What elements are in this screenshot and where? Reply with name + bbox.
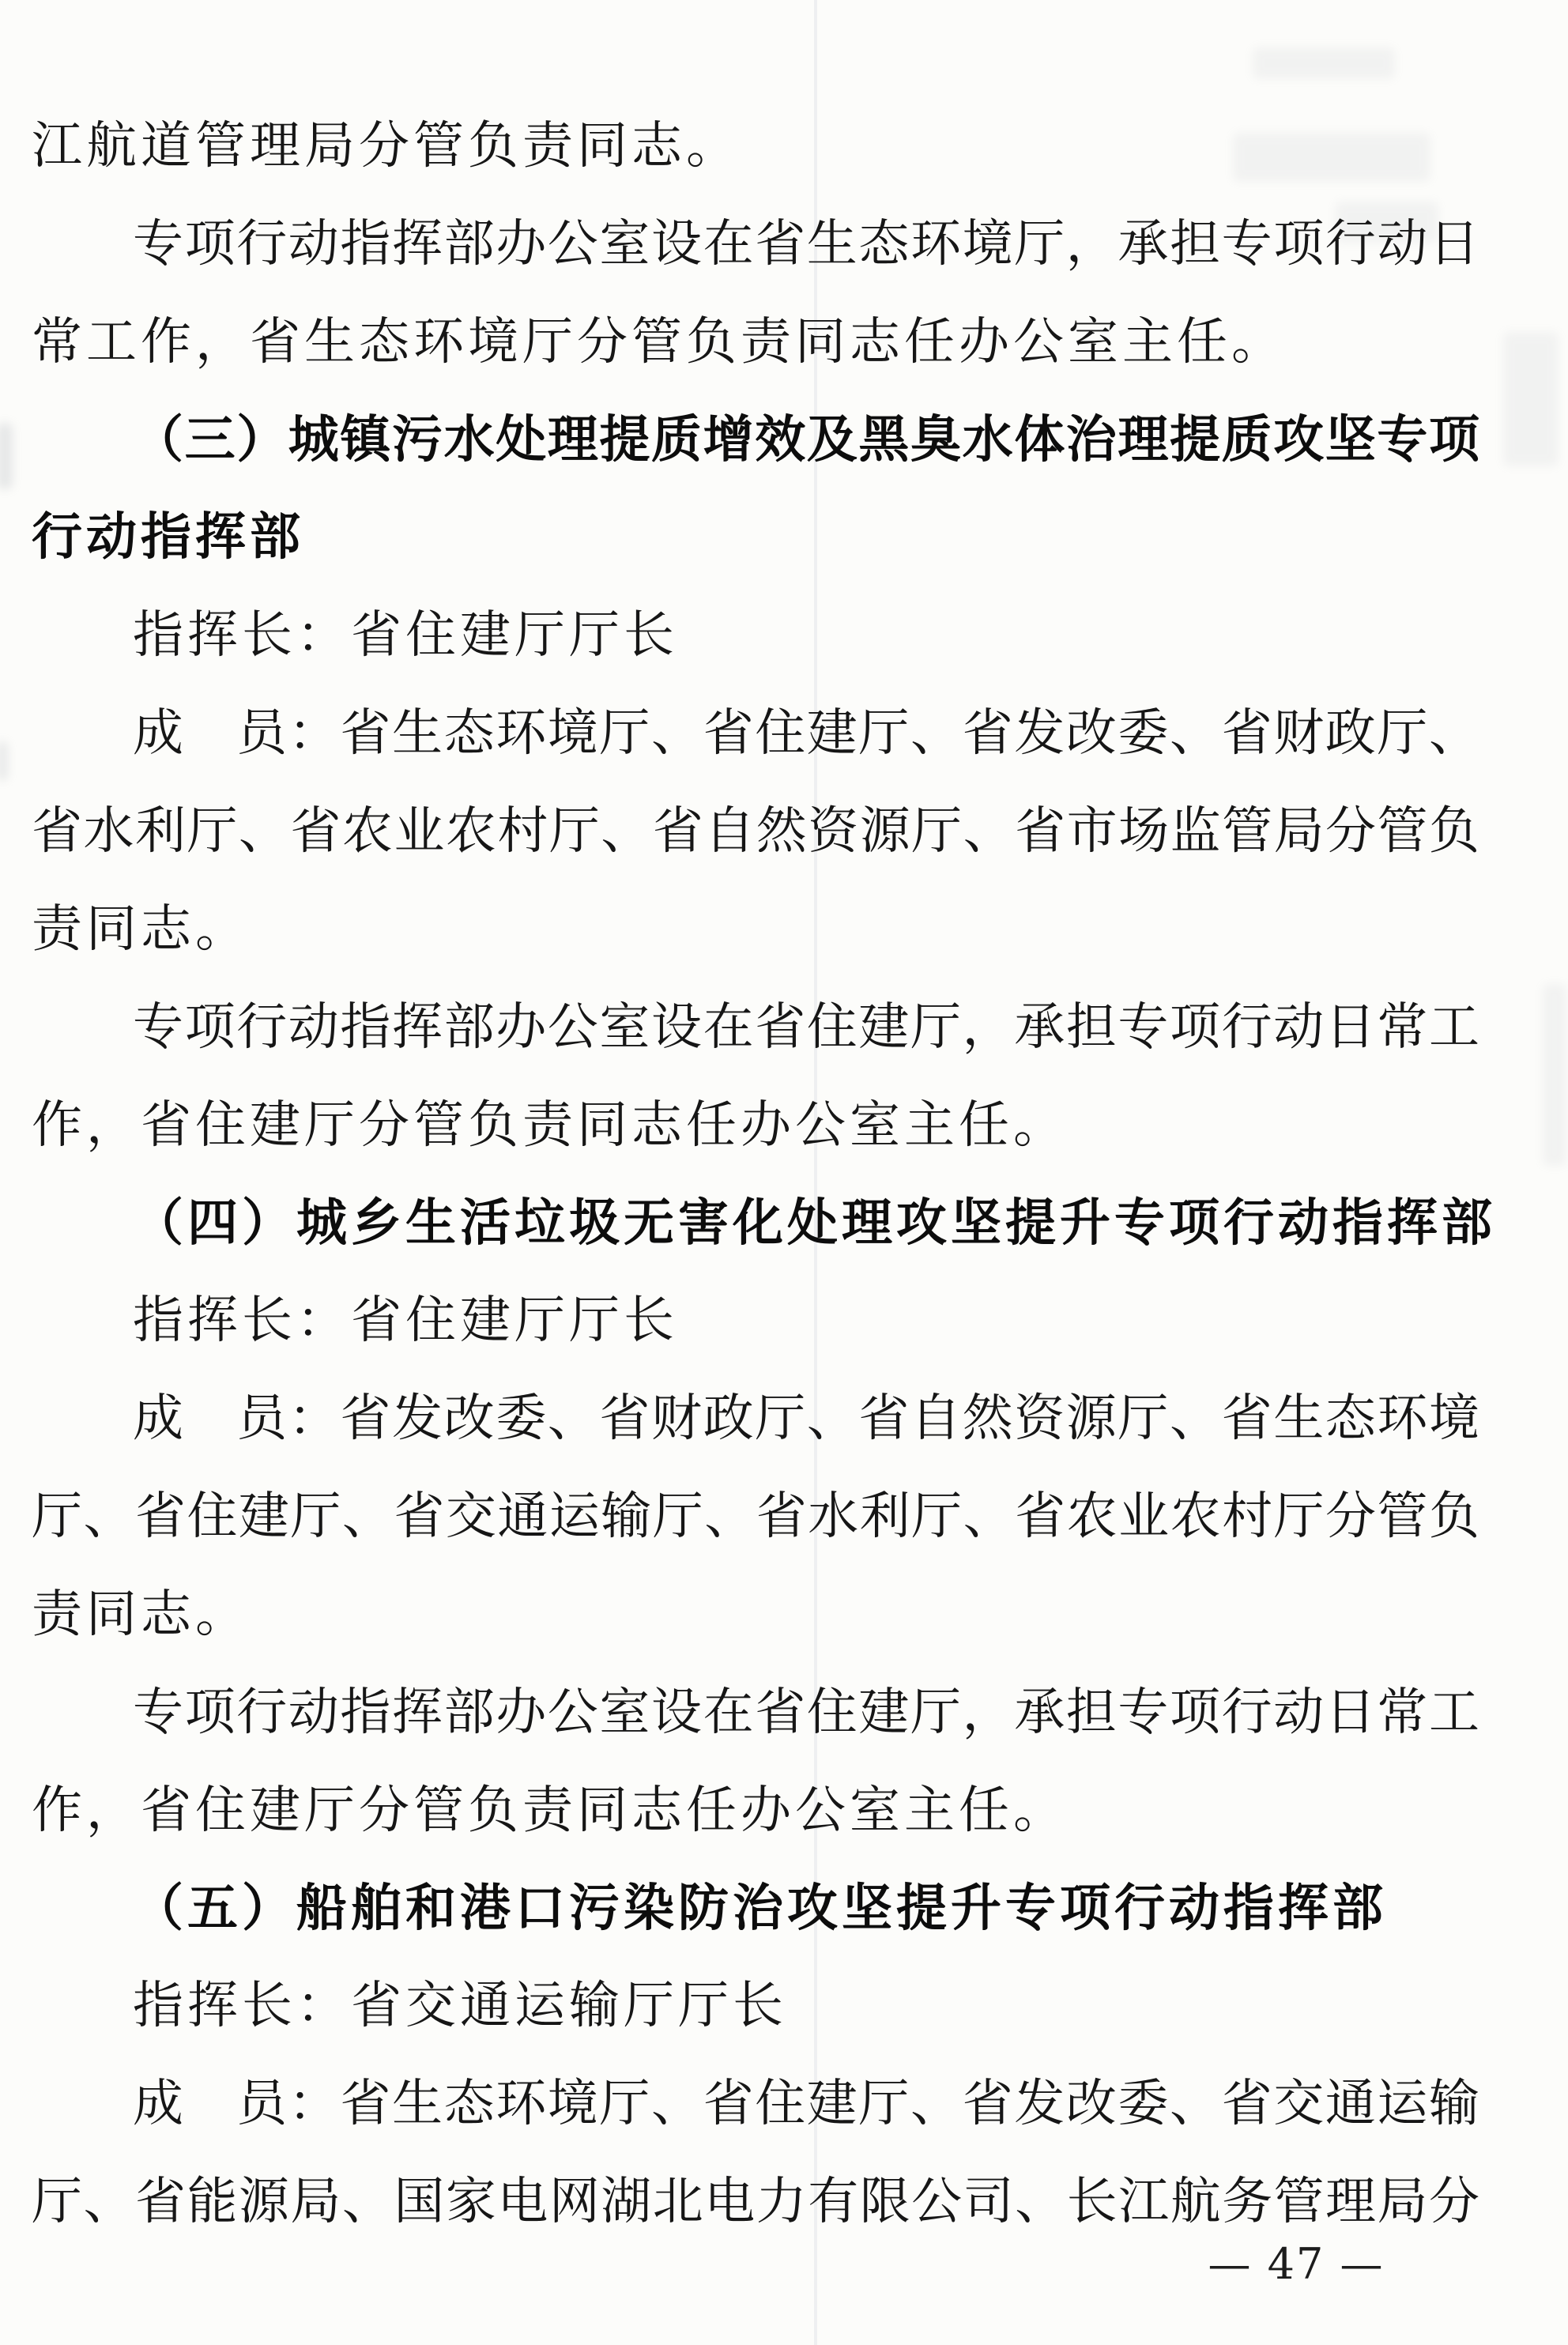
scan-smudge (1253, 47, 1395, 79)
scan-smudge (1503, 332, 1559, 466)
section-heading-4: （四）城乡生活垃圾无害化处理攻坚提升专项行动指挥部 (133, 1193, 1496, 1253)
members-line-cont: 厅、省能源局、国家电网湖北电力有限公司、长江航务管理局分 (32, 2173, 1479, 2231)
office-line-cont: 作，省住建厅分管负责同志任办公室主任。 (32, 1781, 1068, 1840)
section-heading-5: （五）船舶和港口污染防治攻坚提升专项行动指挥部 (133, 1879, 1387, 1938)
office-line: 专项行动指挥部办公室设在省住建厅，承担专项行动日常工 (133, 998, 1479, 1057)
page-number: — 47 — (1208, 2239, 1385, 2289)
members-line: 成 员：省生态环境厅、省住建厅、省发改委、省财政厅、 (133, 704, 1479, 763)
office-line-cont: 作，省住建厅分管负责同志任办公室主任。 (32, 1096, 1068, 1155)
members-line: 成 员：省生态环境厅、省住建厅、省发改委、省交通运输 (133, 2075, 1479, 2133)
section-heading-3-cont: 行动指挥部 (32, 507, 304, 567)
document-line: 专项行动指挥部办公室设在省生态环境厅，承担专项行动日 (133, 215, 1479, 273)
members-line-cont: 厅、省住建厅、省交通运输厅、省水利厅、省农业农村厅分管负 (32, 1487, 1479, 1546)
members-line-cont: 责同志。 (32, 900, 250, 959)
scan-smudge (0, 423, 13, 489)
members-line-cont: 责同志。 (32, 1585, 250, 1644)
office-line: 专项行动指挥部办公室设在省住建厅，承担专项行动日常工 (133, 1683, 1479, 1742)
members-line: 成 员：省发改委、省财政厅、省自然资源厅、省生态环境 (133, 1389, 1479, 1448)
scan-smudge (1543, 984, 1566, 1166)
commander-line: 指挥长：省住建厅厅长 (133, 606, 678, 665)
commander-line: 指挥长：省住建厅厅长 (133, 1291, 678, 1350)
section-heading-3: （三）城镇污水处理提质增效及黑臭水体治理提质攻坚专项 (133, 410, 1479, 469)
document-line: 江航道管理局分管负责同志。 (32, 117, 741, 175)
commander-line: 指挥长：省交通运输厅厅长 (133, 1977, 787, 2035)
members-line-cont: 省水利厅、省农业农村厅、省自然资源厅、省市场监管局分管负 (32, 802, 1479, 861)
document-line: 常工作，省生态环境厅分管负责同志任办公室主任。 (32, 313, 1286, 371)
scan-smudge (0, 741, 8, 781)
